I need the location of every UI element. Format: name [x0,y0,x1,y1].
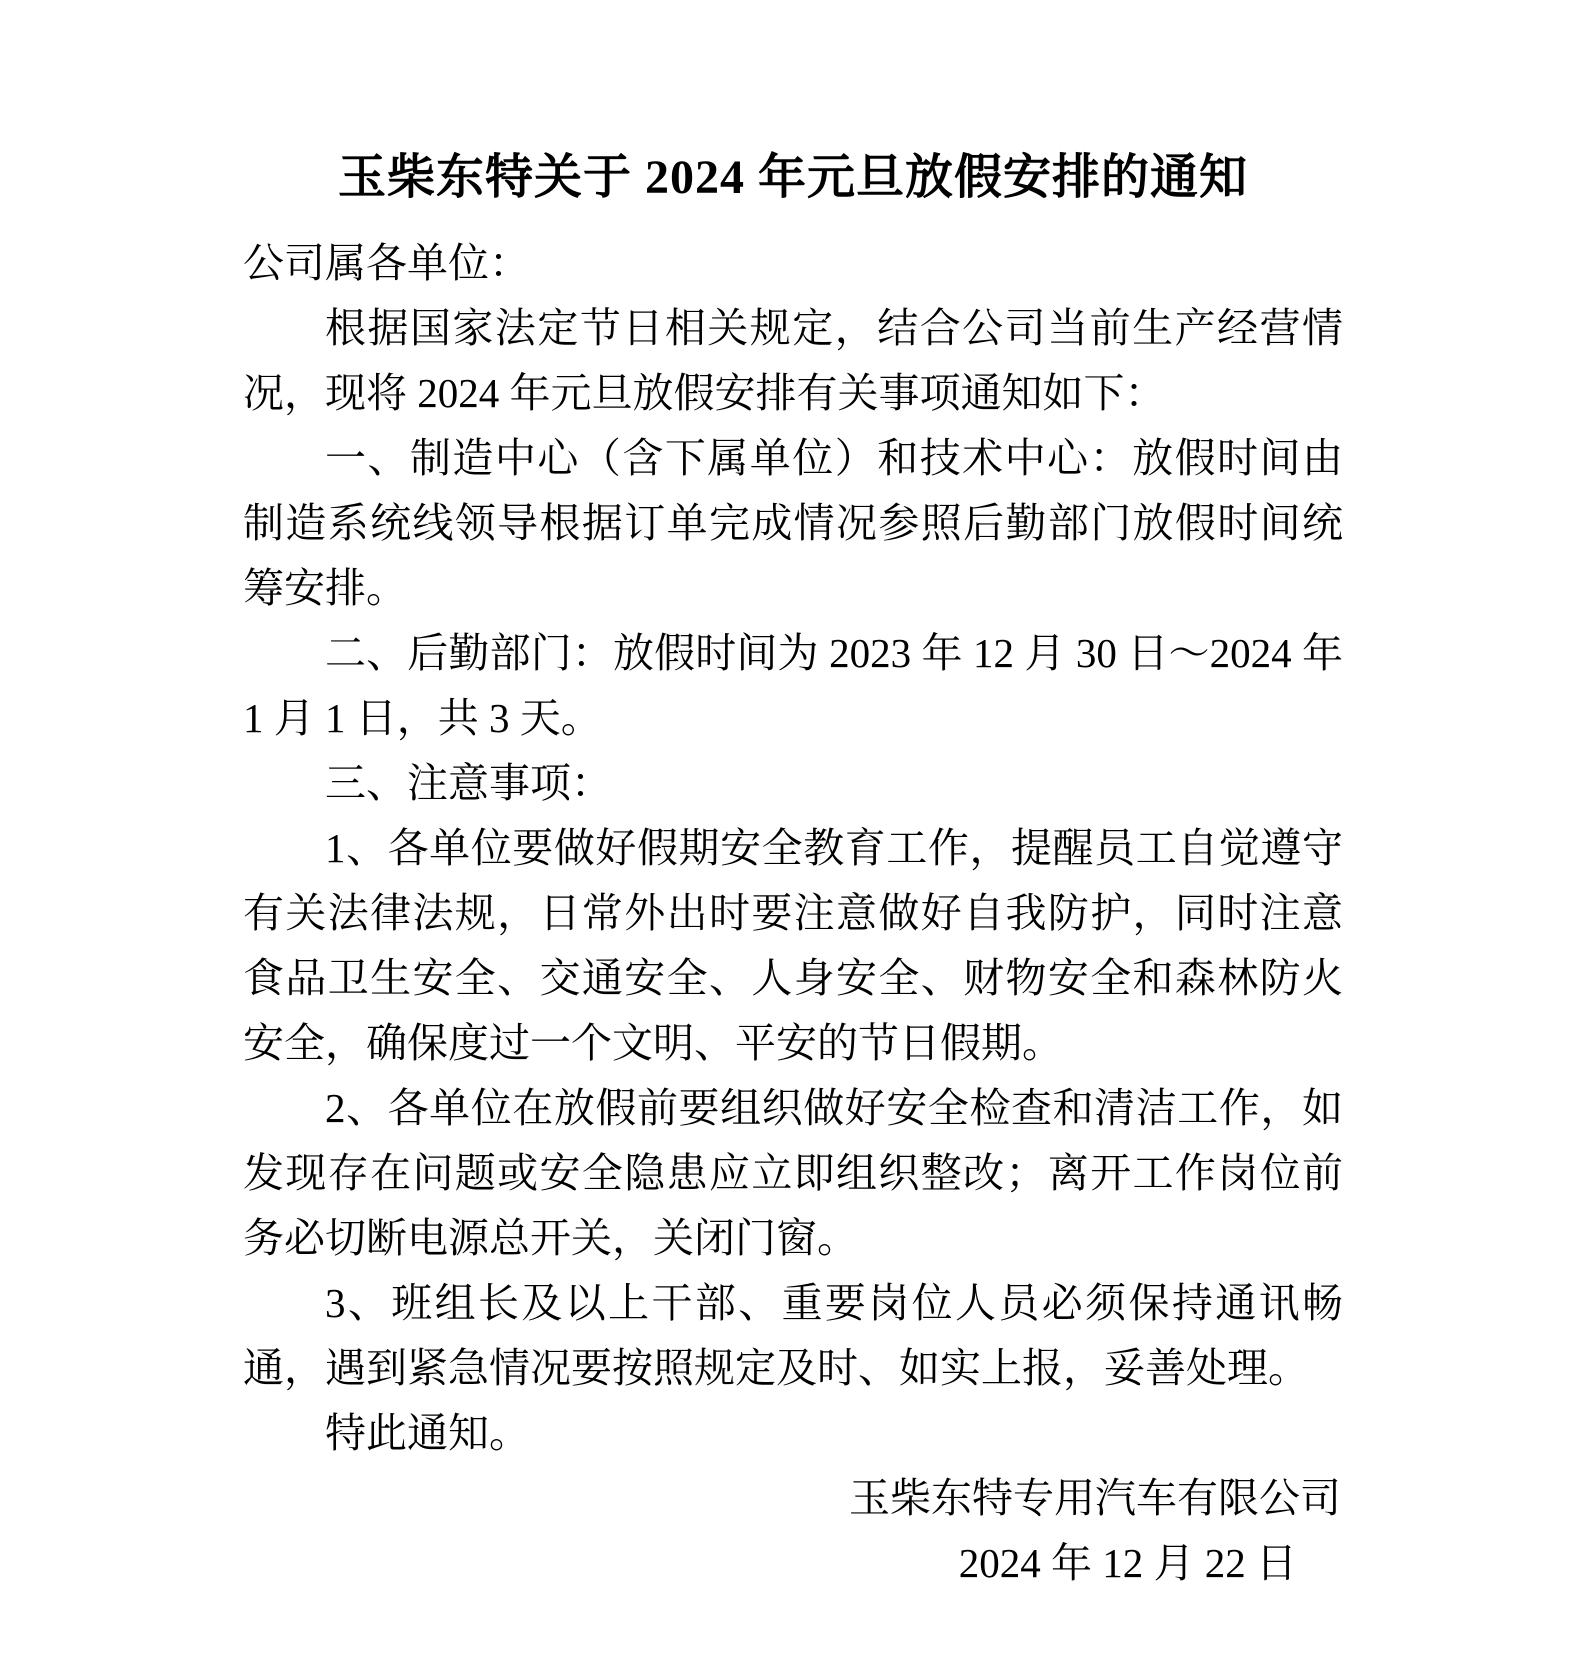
signature-date: 2024 年 12 月 22 日 [958,1540,1297,1586]
notice-paragraph: 一、制造中心（含下属单位）和技术中心：放假时间由制造系统线领导根据订单完成情况参照后勤部门放假时间统筹安排。 [243,435,1343,611]
notice-document [243,140,1343,1596]
notice-paragraph: 3、班组长及以上干部、重要岗位人员必须保持通讯畅通，遇到紧急情况要按照规定及时、如实上报，妥善处理。 [243,1280,1343,1391]
signature-company: 玉柴东特专用汽车有限公司 [849,1475,1341,1521]
notice-paragraph: 二、后勤部门：放假时间为 2023 年 12 月 30 日～2024 年 1 月 1 日，共 3 天。 [243,630,1343,741]
notice-paragraph: 2、各单位在放假前要组织做好安全检查和清洁工作，如发现存在问题或安全隐患应立即组织整改；离开工作岗位前务必切断电源总开关，关闭门窗。 [243,1085,1343,1261]
notice-salutation: 公司属各单位： [243,240,530,286]
notice-title: 玉柴东特关于 2024 年元旦放假安排的通知 [337,151,1248,204]
notice-paragraph: 三、注意事项： [325,760,612,806]
notice-paragraph: 根据国家法定节日相关规定，结合公司当前生产经营情况，现将 2024 年元旦放假安排有关事项通知如下： [243,305,1343,416]
notice-paragraph: 1、各单位要做好假期安全教育工作，提醒员工自觉遵守有关法律法规，日常外出时要注意做好自我防护，同时注意食品卫生安全、交通安全、人身安全、财物安全和森林防火安全，确保度过一个文明、平安的节日假期。 [243,825,1343,1066]
notice-body [243,231,1343,1596]
notice-closing: 特此通知。 [325,1410,530,1456]
